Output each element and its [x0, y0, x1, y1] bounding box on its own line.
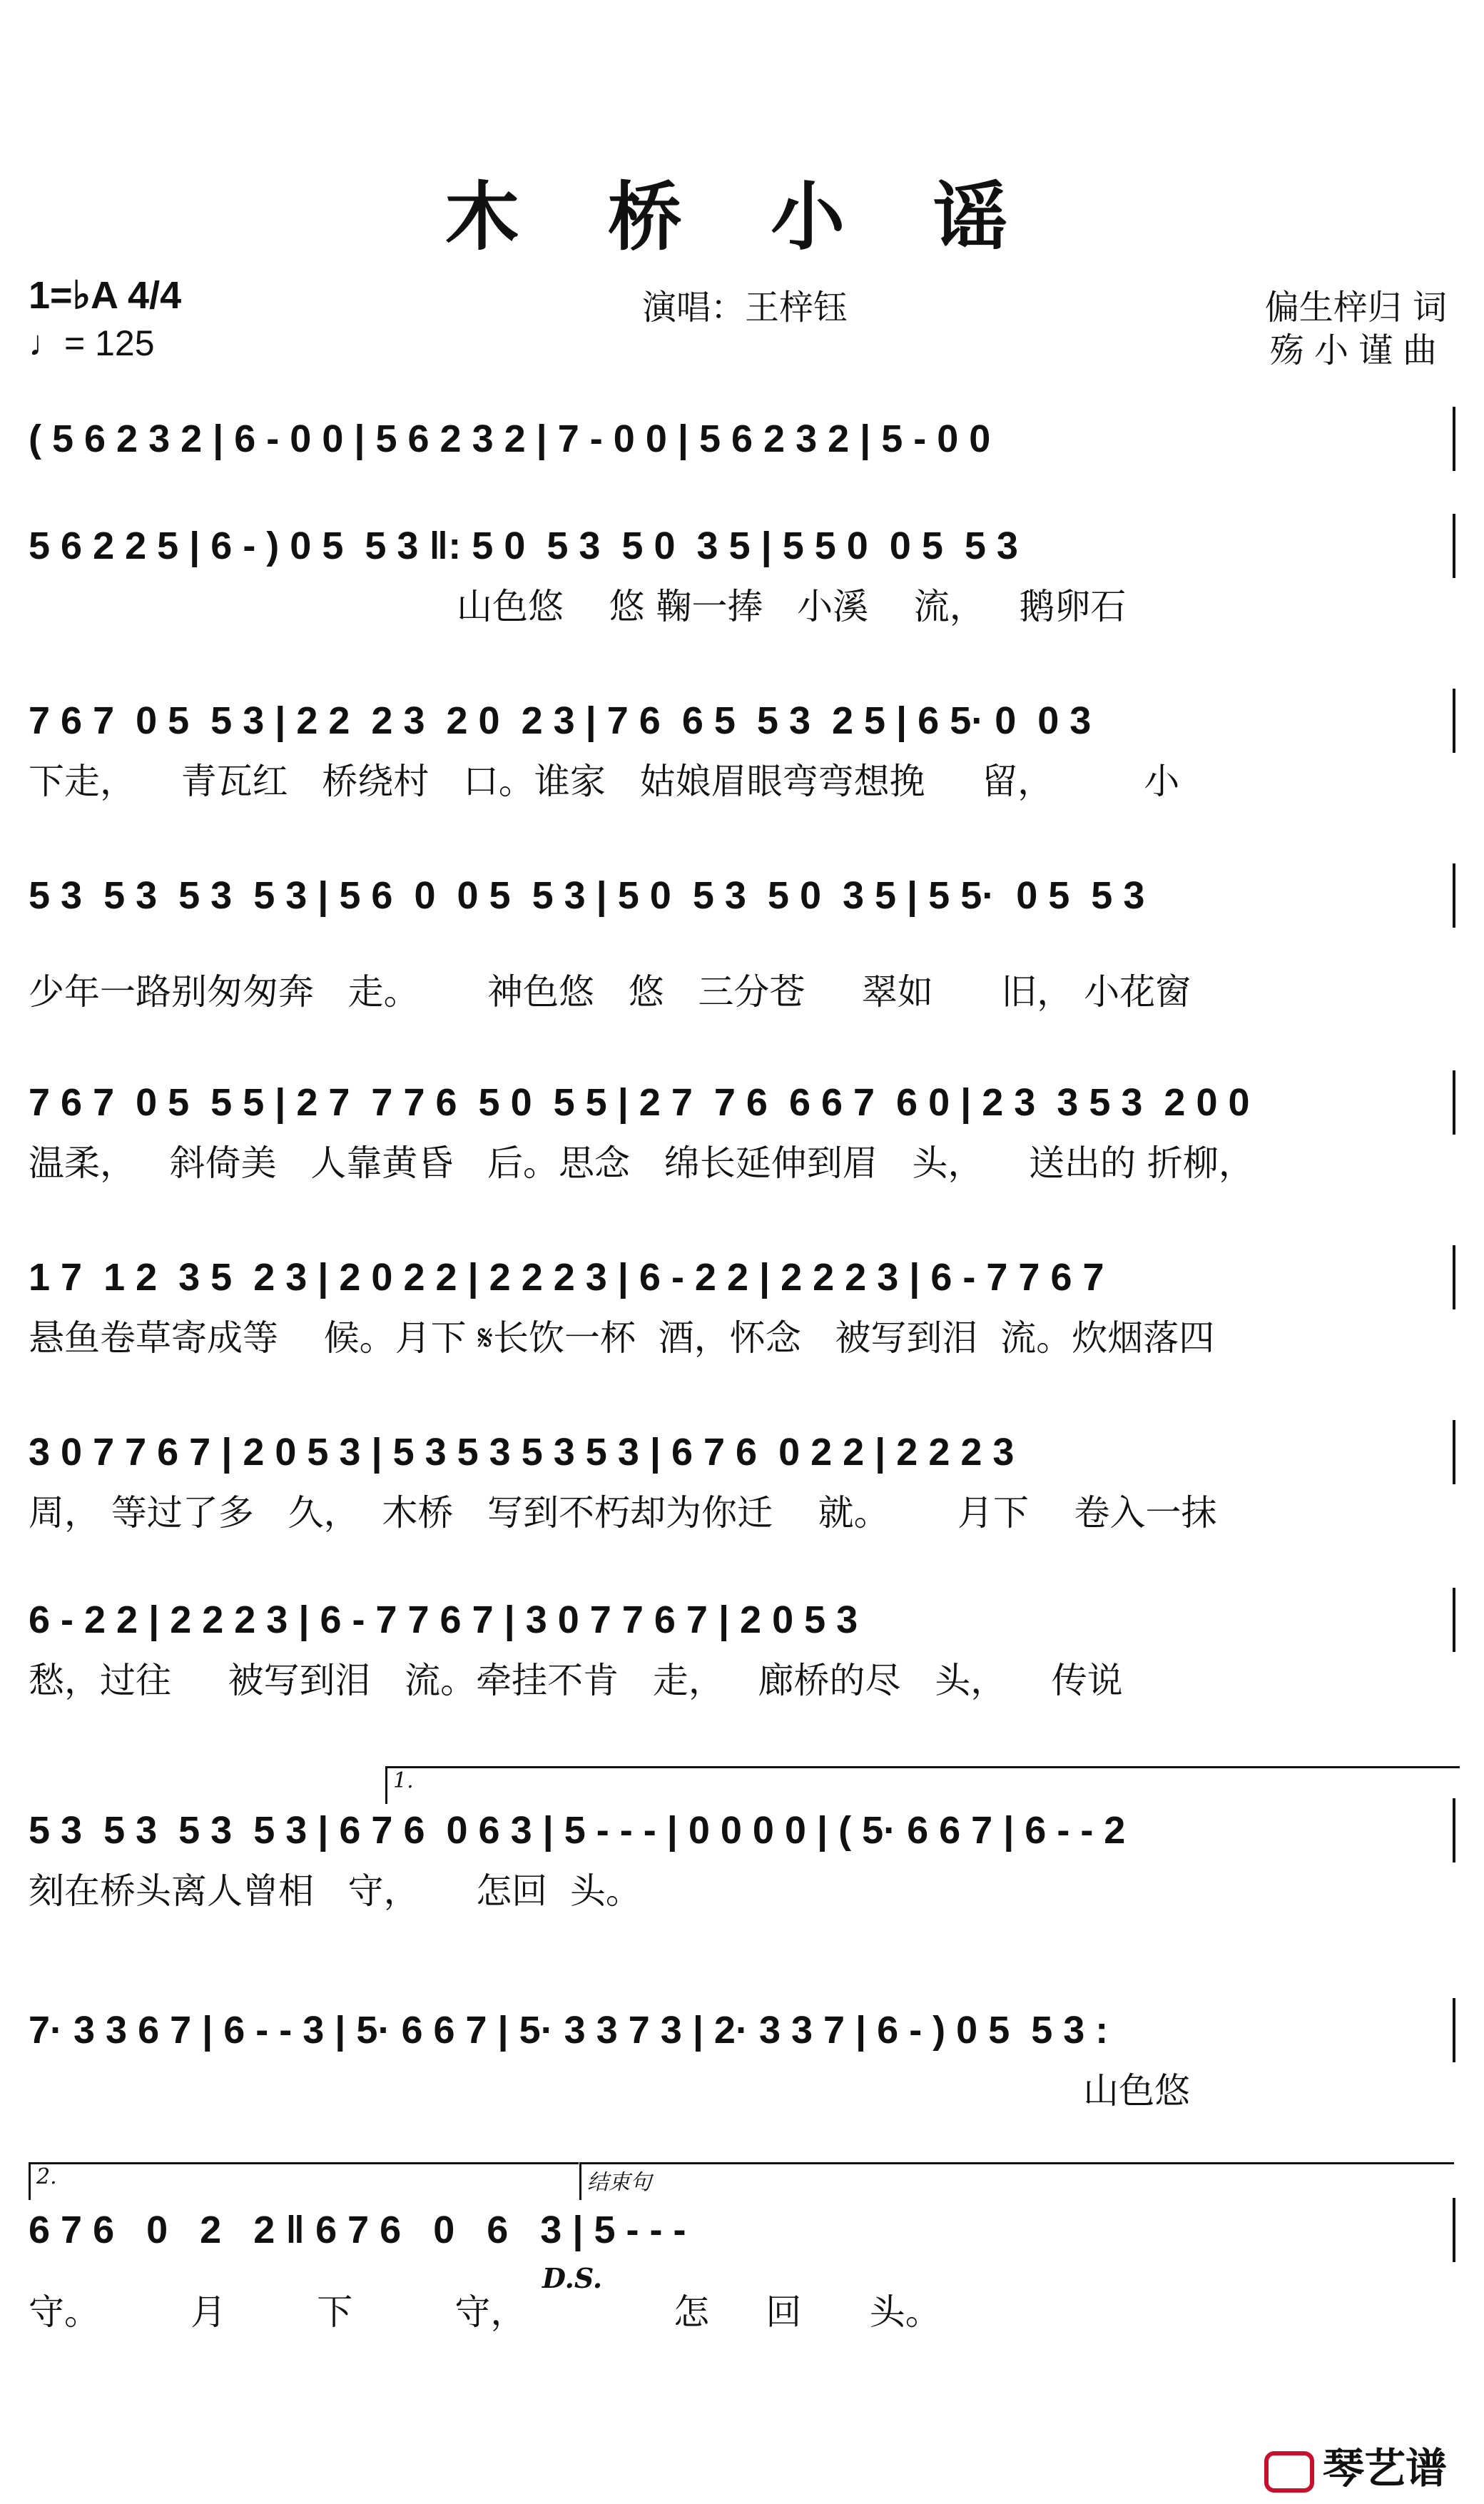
lyric-line: 刻在桥头离人曾相 守， 怎回 头。 [29, 1870, 641, 1912]
composer-credit: 殇小谨曲 [1269, 330, 1447, 370]
score-row-7 [29, 1420, 1455, 1541]
watermark [1264, 2435, 1447, 2495]
score-row-10 [29, 1998, 1455, 2119]
score-row-11 [29, 2198, 1455, 2341]
score-row-4 [29, 863, 1455, 1020]
score-row-2 [29, 514, 1455, 635]
lyric-line: 下走， 青瓦红 桥绕村 口。谁家 姑娘眉眼弯弯想挽 留， 小 [29, 761, 1180, 802]
score-row-8 [29, 1588, 1455, 1709]
key-signature: 1=♭A 4/4 [29, 274, 182, 317]
notation-line: 6 7 6 0 2 2 ‖ 6 7 6 0 6 3 | 5 - - - [29, 2198, 1455, 2262]
singer-credit: 演唱：王梓钰 [642, 288, 848, 328]
notation-line: 6 - 2 2 | 2 2 2 3 | 6 - 7 7 6 7 | 3 0 7 7 6 7 | 2 0 5 3 [29, 1588, 1455, 1652]
score-row-5 [29, 1070, 1455, 1192]
notation-line: 7· 3 3 6 7 | 6 - - 3 | 5· 6 6 7 | 5· 3 3 7 3 | 2· 3 3 7 | 6 - ) 0 5 5 3 : [29, 1998, 1455, 2062]
first-ending-bracket: 1. [385, 1766, 1460, 1804]
score-row-3 [29, 689, 1455, 810]
notation-line: 5 6 2 2 5 | 6 - ) 0 5 5 3 ‖: 5 0 5 3 5 0 3 5 | 5 5 0 0 5 5 3 [29, 514, 1455, 578]
lyric-line: 山色悠 [29, 2070, 1191, 2112]
lyric-line: 周， 等过了多 久， 木桥 写到不朽却为你迁 就。 月下 卷入一抹 [29, 1492, 1217, 1534]
notation-line: 5 3 5 3 5 3 5 3 | 5 6 0 0 5 5 3 | 5 0 5 3 5 0 3 5 | 5 5· 0 5 5 3 [29, 863, 1455, 928]
notation-line: 5 3 5 3 5 3 5 3 | 6 7 6 0 6 3 | 5 - - - | 0 0 0 0 | ( 5· 6 6 7 | 6 - - 2 [29, 1798, 1455, 1862]
tempo-marking: ♩= 125 [29, 323, 155, 363]
lyric-line: 温柔， 斜倚美 人靠黄昏 后。思念 绵长延伸到眉 头， 送出的 折柳， [29, 1142, 1254, 1184]
lyric-line: 少年一路别匆匆奔 走。 神色悠 悠 三分苍 翠如 旧， 小花窗 [29, 971, 1191, 1013]
lyric-line: 愁，过往 被写到泪 流。牵挂不肯 走， 廊桥的尽 头， 传说 [29, 1660, 1123, 1701]
score-row-6 [29, 1245, 1455, 1367]
score-row-1 [29, 407, 1455, 471]
score-row-9 [29, 1798, 1455, 1920]
brand-logo-icon [1264, 2451, 1314, 2493]
lyric-line: 守。 月 下 守， 怎 回 头。 [29, 2291, 941, 2333]
notation-line: ( 5 6 2 3 2 | 6 - 0 0 | 5 6 2 3 2 | 7 - 0 0 | 5 6 2 3 2 | 5 - 0 0 [29, 407, 1455, 471]
notation-line: 1 7 1 2 3 5 2 3 | 2 0 2 2 | 2 2 2 3 | 6 - 2 2 | 2 2 2 3 | 6 - 7 7 6 7 [29, 1245, 1455, 1309]
notation-line: 3 0 7 7 6 7 | 2 0 5 3 | 5 3 5 3 5 3 5 3 | 6 7 6 0 2 2 | 2 2 2 3 [29, 1420, 1455, 1484]
notation-line: 7 6 7 0 5 5 5 | 2 7 7 7 6 5 0 5 5 | 2 7 7 6 6 6 7 6 0 | 2 3 3 5 3 2 0 0 [29, 1070, 1455, 1135]
coda-bracket: 结束句 [579, 2162, 1454, 2200]
lyric-line: 山色悠 悠 鞠一捧 小溪 流， 鹅卵石 [457, 586, 1127, 627]
lyric-line: 悬鱼卷草寄成等 候。月下 𝄋长饮一杯 酒，怀念 被写到泪 流。炊烟落四 [29, 1317, 1215, 1359]
score-title: 木 桥 小 谣 [444, 173, 1040, 260]
brand-name: 琴艺谱 [1322, 2445, 1447, 2492]
lyricist-credit: 偏生梓归 词 [1264, 288, 1447, 328]
notation-line: 7 6 7 0 5 5 3 | 2 2 2 3 2 0 2 3 | 7 6 6 5 5 3 2 5 | 6 5· 0 0 3 [29, 689, 1455, 753]
dal-segno-mark: D.S. [542, 2262, 603, 2294]
second-ending-bracket: 2. [29, 2162, 579, 2200]
